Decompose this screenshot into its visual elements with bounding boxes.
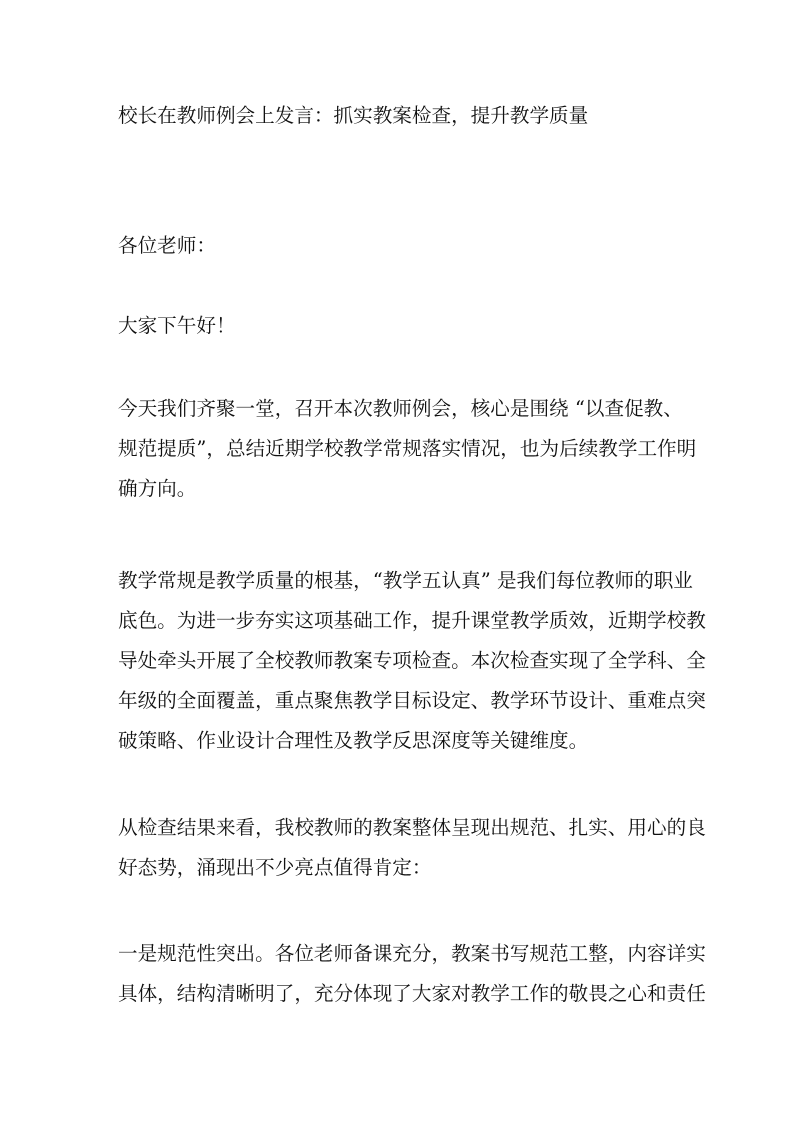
paragraph-line: 一是规范性突出。各位老师备课充分，教案书写规范工整，内容详实 (118, 942, 706, 965)
greeting (118, 306, 698, 346)
paragraph-line: 好态势，涌现出不少亮点值得肯定： (118, 856, 432, 879)
salutation-text: 各位老师： (118, 234, 216, 257)
paragraph-line: 确方向。 (118, 477, 197, 500)
paragraph-line: 导处牵头开展了全校教师教案专项检查。本次检查实现了全学科、全 (118, 649, 706, 672)
paragraph-line: 破策略、作业设计合理性及教学反思深度等关键维度。 (118, 729, 589, 752)
paragraph-1 (118, 389, 698, 509)
paragraph-2 (118, 561, 706, 761)
paragraph-line: 从检查结果来看，我校教师的教案整体呈现出规范、扎实、用心的良 (118, 816, 706, 839)
title-text: 校长在教师例会上发言：抓实教案检查，提升教学质量 (118, 104, 589, 127)
salutation (118, 226, 698, 266)
paragraph-4 (118, 934, 706, 1014)
document-title (118, 96, 698, 136)
greeting-text: 大家下午好！ (118, 314, 236, 337)
paragraph-line: 规范提质”，总结近期学校教学常规落实情况，也为后续教学工作明 (118, 437, 697, 460)
paragraph-3 (118, 808, 706, 888)
paragraph-line: 底色。为进一步夯实这项基础工作，提升课堂教学质效，近期学校教 (118, 609, 706, 632)
paragraph-line: 今天我们齐聚一堂，召开本次教师例会，核心是围绕 “以查促教、 (118, 397, 683, 420)
paragraph-line: 教学常规是教学质量的根基，“教学五认真” 是我们每位教师的职业 (118, 569, 693, 592)
paragraph-line: 具体，结构清晰明了，充分体现了大家对教学工作的敬畏之心和责任 (118, 982, 706, 1005)
paragraph-line: 年级的全面覆盖，重点聚焦教学目标设定、教学环节设计、重难点突 (118, 689, 706, 712)
